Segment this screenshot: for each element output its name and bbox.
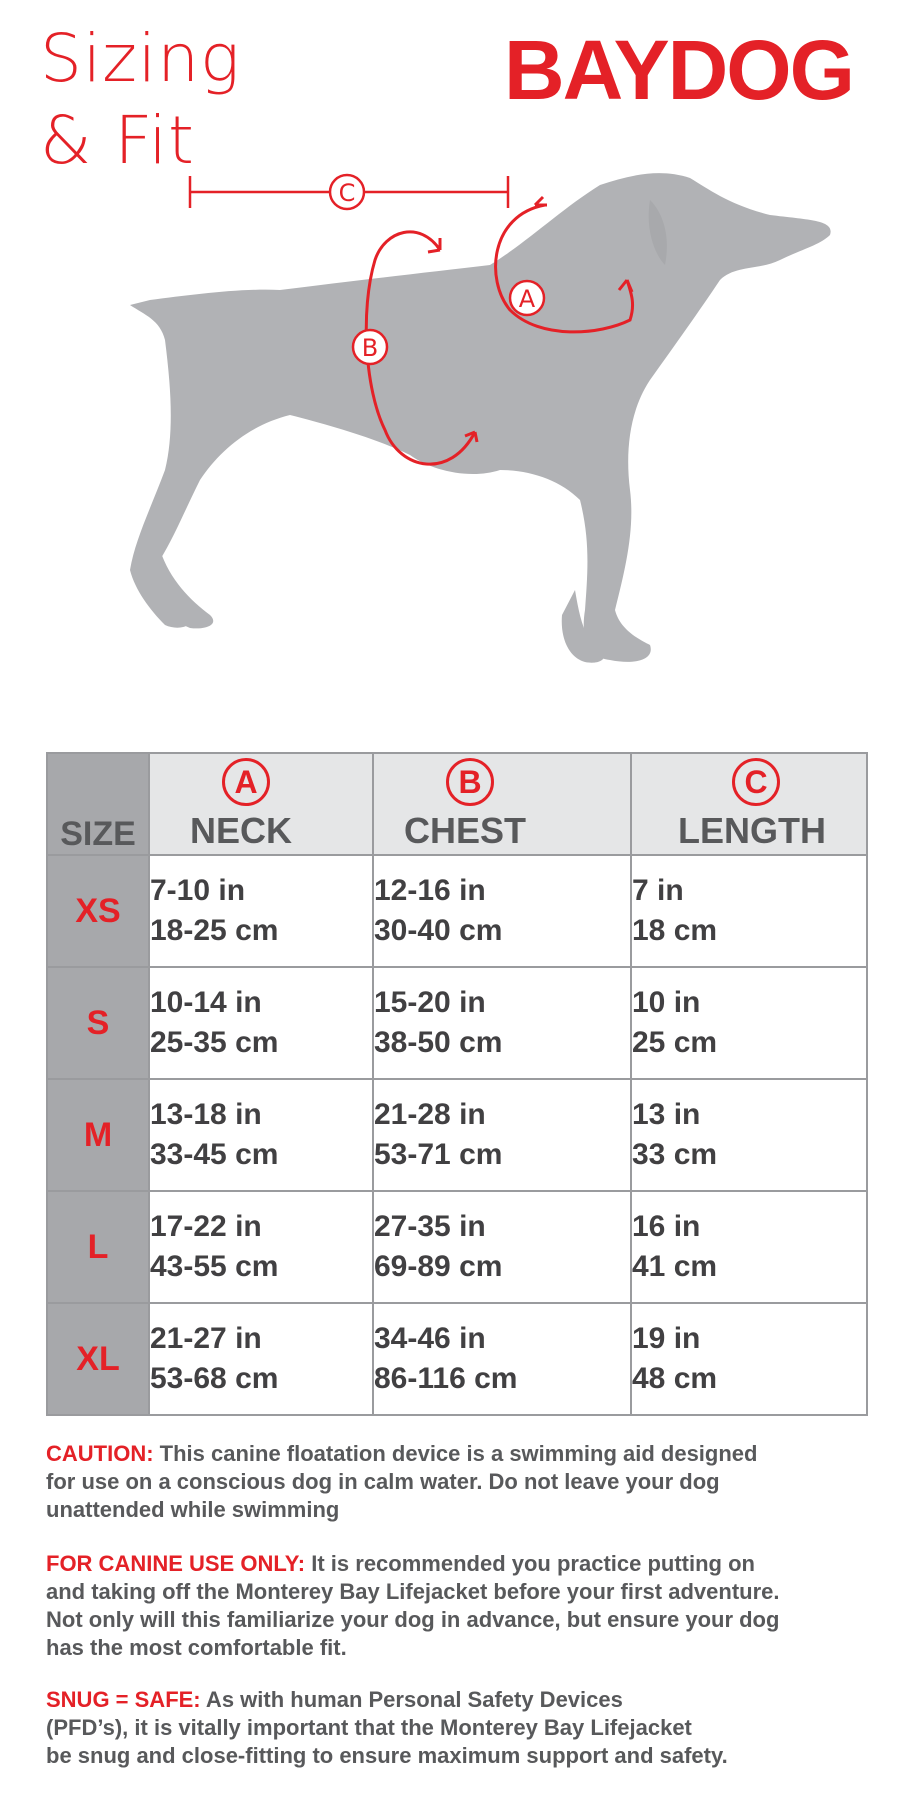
table-row	[47, 1079, 867, 1191]
neck-header-label: NECK	[190, 810, 293, 851]
title-line-2: & Fit	[40, 102, 195, 179]
chest-value: 34-46 in 86-116 cm	[373, 1303, 631, 1415]
neck-value: 21-27 in 53-68 cm	[149, 1303, 373, 1415]
length-value: 7 in 18 cm	[631, 855, 867, 967]
length-value: 16 in 41 cm	[631, 1191, 867, 1303]
neck-value: 7-10 in 18-25 cm	[149, 855, 373, 967]
neck-value: 13-18 in 33-45 cm	[149, 1079, 373, 1191]
svg-text:C: C	[338, 179, 356, 207]
page-title	[40, 18, 241, 182]
size-header: SIZE	[47, 753, 149, 855]
size-label: L	[47, 1191, 149, 1303]
marker-b	[353, 330, 387, 364]
svg-text:B: B	[361, 334, 379, 362]
canine-use-note: FOR CANINE USE ONLY: It is recommended you practice putting on and taking off the Monterey Bay Lifejacket before your first adventure. Not only will this familiarize your dog in advance, but ensure your dog has the most comfortable fit.	[46, 1551, 780, 1660]
size-label: XL	[47, 1303, 149, 1415]
size-label: M	[47, 1079, 149, 1191]
size-label: XS	[47, 855, 149, 967]
marker-c	[330, 175, 364, 209]
neck-header	[149, 753, 373, 855]
chest-value: 12-16 in 30-40 cm	[373, 855, 631, 967]
chest-value: 15-20 in 38-50 cm	[373, 967, 631, 1079]
marker-c-badge: C	[732, 758, 780, 806]
table-row	[47, 1303, 867, 1415]
dog-silhouette	[130, 173, 831, 663]
caution-label: CAUTION:	[46, 1441, 154, 1466]
snug-safe-note: SNUG = SAFE: As with human Personal Safety Devices (PFD’s), it is vitally important that the Monterey Bay Lifejacket be snug and close-fitting to ensure maximum support and safety.	[46, 1687, 728, 1768]
chest-header	[373, 753, 631, 855]
dog-measurement-diagram	[130, 170, 870, 730]
table-header-row	[47, 753, 867, 855]
snug-safe-label: SNUG = SAFE:	[46, 1687, 201, 1712]
marker-a-badge: A	[222, 758, 270, 806]
neck-value: 17-22 in 43-55 cm	[149, 1191, 373, 1303]
chest-value: 21-28 in 53-71 cm	[373, 1079, 631, 1191]
table-row	[47, 855, 867, 967]
title-line-1: Sizing	[40, 20, 241, 97]
size-chart-table	[46, 752, 868, 1416]
canine-use-label: FOR CANINE USE ONLY:	[46, 1551, 306, 1576]
length-value: 19 in 48 cm	[631, 1303, 867, 1415]
neck-value: 10-14 in 25-35 cm	[149, 967, 373, 1079]
table-row	[47, 1191, 867, 1303]
length-value: 10 in 25 cm	[631, 967, 867, 1079]
chest-value: 27-35 in 69-89 cm	[373, 1191, 631, 1303]
length-header	[631, 753, 867, 855]
length-value: 13 in 33 cm	[631, 1079, 867, 1191]
table-row	[47, 967, 867, 1079]
marker-a	[510, 281, 544, 315]
chest-header-label: CHEST	[404, 810, 527, 851]
marker-b-badge: B	[446, 758, 494, 806]
size-label: S	[47, 967, 149, 1079]
svg-text:A: A	[518, 285, 536, 313]
baydog-logo: BAYDOG	[504, 23, 853, 117]
caution-note: CAUTION: This canine floatation device is a swimming aid designed for use on a conscious dog in calm water. Do not leave your dog unattended while swimming	[46, 1441, 758, 1522]
dog-svg	[130, 170, 870, 730]
length-header-label: LENGTH	[678, 810, 826, 851]
